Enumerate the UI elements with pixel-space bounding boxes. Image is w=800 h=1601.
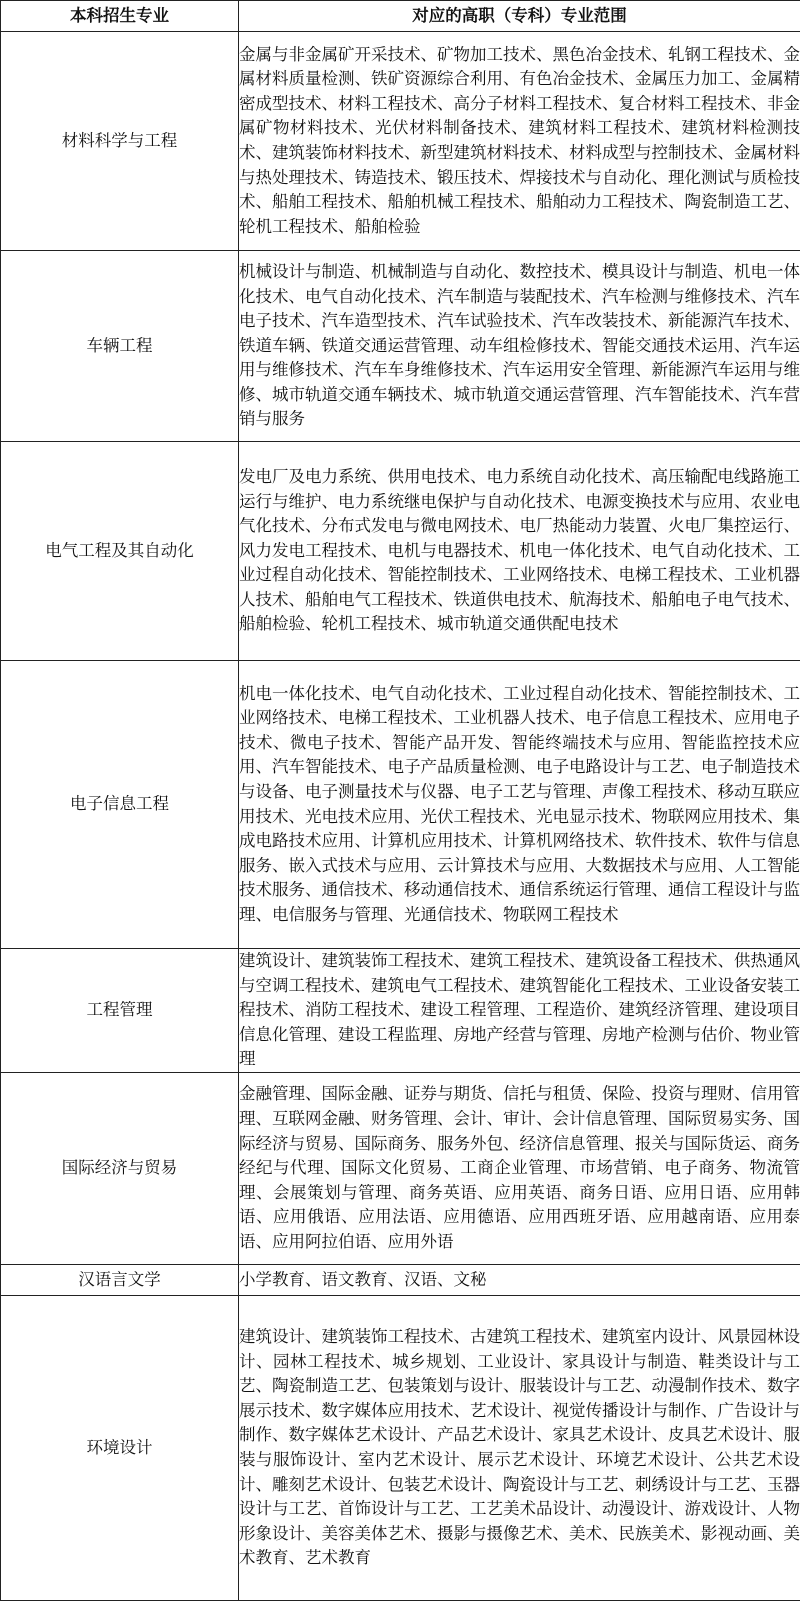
major-name-cell: 工程管理 bbox=[1, 949, 239, 1073]
vocational-range-cell: 机电一体化技术、电气自动化技术、工业过程自动化技术、智能控制技术、工业网络技术、电梯工程技术、工业机器人技术、电子信息工程技术、应用电子技术、微电子技术、智能产品开发、智能终端技术与应用、智能监控技术应用、汽车智能技术、电子产品质量检测、电子电路设计与工艺、电子制造技术与设备、电子测量技术与仪器、电子工艺与管理、声像工程技术、移动互联应用技术、光电技术应用、光伏工程技术、光电显示技术、物联网应用技术、集成电路技术应用、计算机应用技术、计算机网络技术、软件技术、软件与信息服务、嵌入式技术与应用、云计算技术与应用、大数据技术与应用、人工智能技术服务、通信技术、移动通信技术、通信系统运行管理、通信工程设计与监理、电信服务与管理、光通信技术、物联网工程技术 bbox=[239, 661, 800, 949]
header-vocational-range: 对应的高职（专科）专业范围 bbox=[239, 1, 800, 32]
vocational-range-cell: 发电厂及电力系统、供用电技术、电力系统自动化技术、高压输配电线路施工运行与维护、电力系统继电保护与自动化技术、电源变换技术与应用、农业电气化技术、分布式发电与微电网技术、电厂热能动力装置、火电厂集控运行、风力发电工程技术、电机与电器技术、机电一体化技术、电气自动化技术、工业过程自动化技术、智能控制技术、工业网络技术、电梯工程技术、工业机器人技术、船舶电气工程技术、铁道供电技术、航海技术、船舶电子电气技术、船舶检验、轮机工程技术、城市轨道交通供配电技术 bbox=[239, 442, 800, 661]
major-name-cell: 汉语言文学 bbox=[1, 1264, 239, 1295]
major-name-cell: 电气工程及其自动化 bbox=[1, 442, 239, 661]
header-undergraduate-major: 本科招生专业 bbox=[1, 1, 239, 32]
vocational-range-cell: 小学教育、语文教育、汉语、文秘 bbox=[239, 1264, 800, 1295]
table-row bbox=[1, 251, 800, 442]
vocational-range-cell: 金属与非金属矿开采技术、矿物加工技术、黑色冶金技术、轧钢工程技术、金属材料质量检测、铁矿资源综合利用、有色冶金技术、金属压力加工、金属精密成型技术、材料工程技术、高分子材料工程技术、复合材料工程技术、非金属矿物材料技术、光伏材料制备技术、建筑材料工程技术、建筑材料检测技术、建筑装饰材料技术、新型建筑材料技术、材料成型与控制技术、金属材料与热处理技术、铸造技术、锻压技术、焊接技术与自动化、理化测试与质检技术、船舶工程技术、船舶机械工程技术、船舶动力工程技术、陶瓷制造工艺、轮机工程技术、船舶检验 bbox=[239, 32, 800, 251]
vocational-range-cell: 建筑设计、建筑装饰工程技术、古建筑工程技术、建筑室内设计、风景园林设计、园林工程技术、城乡规划、工业设计、家具设计与制造、鞋类设计与工艺、陶瓷制造工艺、包装策划与设计、服装设计与工艺、动漫制作技术、数字展示技术、数字媒体应用技术、艺术设计、视觉传播设计与制作、广告设计与制作、数字媒体艺术设计、产品艺术设计、家具艺术设计、皮具艺术设计、服装与服饰设计、室内艺术设计、展示艺术设计、环境艺术设计、公共艺术设计、雕刻艺术设计、包装艺术设计、陶瓷设计与工艺、刺绣设计与工艺、玉器设计与工艺、首饰设计与工艺、工艺美术品设计、动漫设计、游戏设计、人物形象设计、美容美体艺术、摄影与摄像艺术、美术、民族美术、影视动画、美术教育、艺术教育 bbox=[239, 1295, 800, 1600]
table-row bbox=[1, 1295, 800, 1600]
table-row bbox=[1, 1264, 800, 1295]
major-name-cell: 电子信息工程 bbox=[1, 661, 239, 949]
vocational-range-cell: 金融管理、国际金融、证券与期货、信托与租赁、保险、投资与理财、信用管理、互联网金融、财务管理、会计、审计、会计信息管理、国际贸易实务、国际经济与贸易、国际商务、服务外包、经济信息管理、报关与国际货运、商务经纪与代理、国际文化贸易、工商企业管理、市场营销、电子商务、物流管理、会展策划与管理、商务英语、应用英语、商务日语、应用日语、应用韩语、应用俄语、应用法语、应用德语、应用西班牙语、应用越南语、应用泰语、应用阿拉伯语、应用外语 bbox=[239, 1072, 800, 1264]
table-row bbox=[1, 32, 800, 251]
major-name-cell: 车辆工程 bbox=[1, 251, 239, 442]
table-row bbox=[1, 1072, 800, 1264]
major-name-cell: 环境设计 bbox=[1, 1295, 239, 1600]
table-row bbox=[1, 661, 800, 949]
major-name-cell: 材料科学与工程 bbox=[1, 32, 239, 251]
table-header-row bbox=[1, 1, 800, 32]
table-row bbox=[1, 442, 800, 661]
vocational-range-cell: 建筑设计、建筑装饰工程技术、建筑工程技术、建筑设备工程技术、供热通风与空调工程技术、建筑电气工程技术、建筑智能化工程技术、工业设备安装工程技术、消防工程技术、建设工程管理、工程造价、建筑经济管理、建设项目信息化管理、建设工程监理、房地产经营与管理、房地产检测与估价、物业管理 bbox=[239, 949, 800, 1073]
table-row bbox=[1, 949, 800, 1073]
vocational-range-cell: 机械设计与制造、机械制造与自动化、数控技术、模具设计与制造、机电一体化技术、电气自动化技术、汽车制造与装配技术、汽车检测与维修技术、汽车电子技术、汽车造型技术、汽车试验技术、汽车改装技术、新能源汽车技术、铁道车辆、铁道交通运营管理、动车组检修技术、智能交通技术运用、汽车运用与维修技术、汽车车身维修技术、汽车运用安全管理、新能源汽车运用与维修、城市轨道交通车辆技术、城市轨道交通运营管理、汽车智能技术、汽车营销与服务 bbox=[239, 251, 800, 442]
major-name-cell: 国际经济与贸易 bbox=[1, 1072, 239, 1264]
